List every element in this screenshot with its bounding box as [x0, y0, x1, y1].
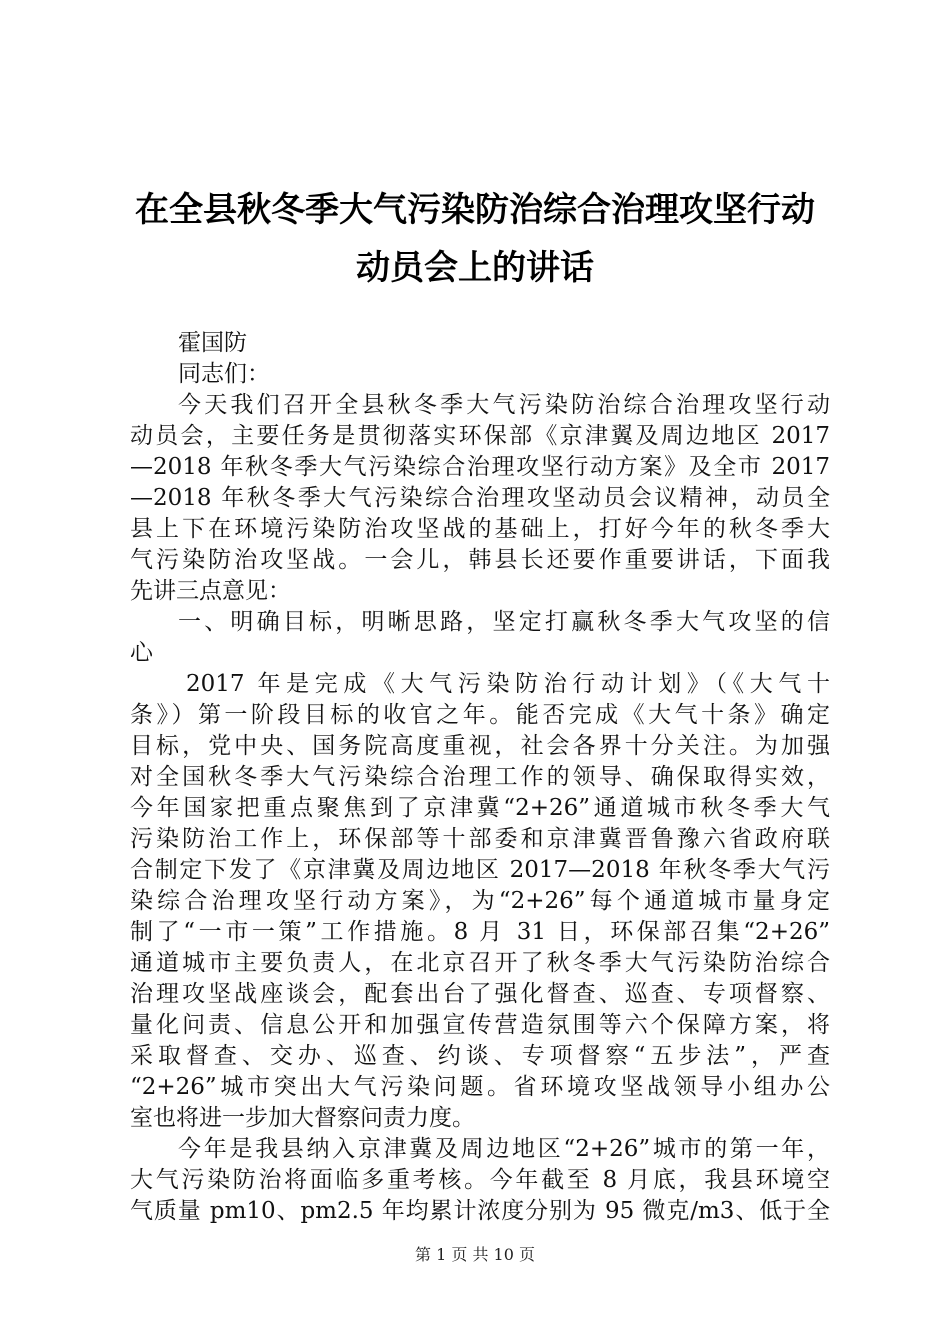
body-line: 大气污染防治将面临多重考核。今年截至 8 月底，我县环境空: [130, 1167, 830, 1193]
body-line: 合制定下发了《京津冀及周边地区 2017—2018 年秋冬季大气污: [130, 857, 830, 883]
body-line: 制了“一市一策”工作措施。8 月 31 日，环保部召集“2+26”: [130, 919, 830, 945]
body-line: 2017 年是完成《大气污染防治行动计划》（《大气十: [186, 671, 830, 697]
body-line: 今年是我县纳入京津冀及周边地区“2+26”城市的第一年，: [178, 1136, 830, 1162]
body-line: 今天我们召开全县秋冬季大气污染防治综合治理攻坚行动: [178, 392, 830, 418]
title-line-1: 在全县秋冬季大气污染防治综合治理攻坚行动: [135, 190, 815, 230]
body-line: 治理攻坚战座谈会，配套出台了强化督查、巡查、专项督察、: [130, 981, 830, 1007]
document-body: [130, 328, 830, 1227]
body-line: —2018 年秋冬季大气污染综合治理攻坚动员会议精神，动员全: [130, 485, 830, 511]
body-line: 污染防治工作上，环保部等十部委和京津冀晋鲁豫六省政府联: [130, 826, 830, 852]
body-line: 心: [130, 640, 153, 666]
body-line: 县上下在环境污染防治攻坚战的基础上，打好今年的秋冬季大: [130, 516, 830, 542]
body-line: 对全国秋冬季大气污染综合治理工作的领导、确保取得实效，: [130, 764, 830, 790]
body-line: 条》）第一阶段目标的收官之年。能否完成《大气十条》确定: [130, 702, 830, 728]
salutation: 同志们：: [178, 361, 270, 387]
body-line: 一、明确目标，明晰思路，坚定打赢秋冬季大气攻坚的信: [178, 609, 830, 635]
body-line: 通道城市主要负责人，在北京召开了秋冬季大气污染防治综合: [130, 950, 830, 976]
body-line: 目标，党中央、国务院高度重视，社会各界十分关注。为加强: [130, 733, 830, 759]
body-line: 先讲三点意见：: [130, 578, 291, 604]
author: 霍国防: [178, 330, 247, 356]
body-line: 染综合治理攻坚行动方案》，为“2+26”每个通道城市量身定: [130, 888, 830, 914]
body-line: 动员会，主要任务是贯彻落实环保部《京津翼及周边地区 2017: [130, 423, 830, 449]
body-line: 量化问责、信息公开和加强宣传营造氛围等六个保障方案，将: [130, 1012, 830, 1038]
body-line: 气质量 pm10、pm2.5 年均累计浓度分别为 95 微克/m3、低于全: [130, 1198, 830, 1224]
title-line-2: 动员会上的讲话: [356, 248, 594, 288]
body-line: 气污染防治攻坚战。一会儿，韩县长还要作重要讲话，下面我: [130, 547, 830, 573]
body-line: 室也将进一步加大督察问责力度。: [130, 1105, 475, 1131]
body-line: —2018 年秋冬季大气污染综合治理攻坚行动方案》及全市 2017: [130, 454, 830, 480]
body-line: “2+26”城市突出大气污染问题。省环境攻坚战领导小组办公: [130, 1074, 830, 1100]
body-line: 今年国家把重点聚焦到了京津冀“2+26”通道城市秋冬季大气: [130, 795, 830, 821]
body-line: 采取督查、交办、巡查、约谈、专项督察“五步法”，严查: [130, 1043, 830, 1069]
page-footer: 第 1 页 共 10 页: [415, 1245, 535, 1264]
